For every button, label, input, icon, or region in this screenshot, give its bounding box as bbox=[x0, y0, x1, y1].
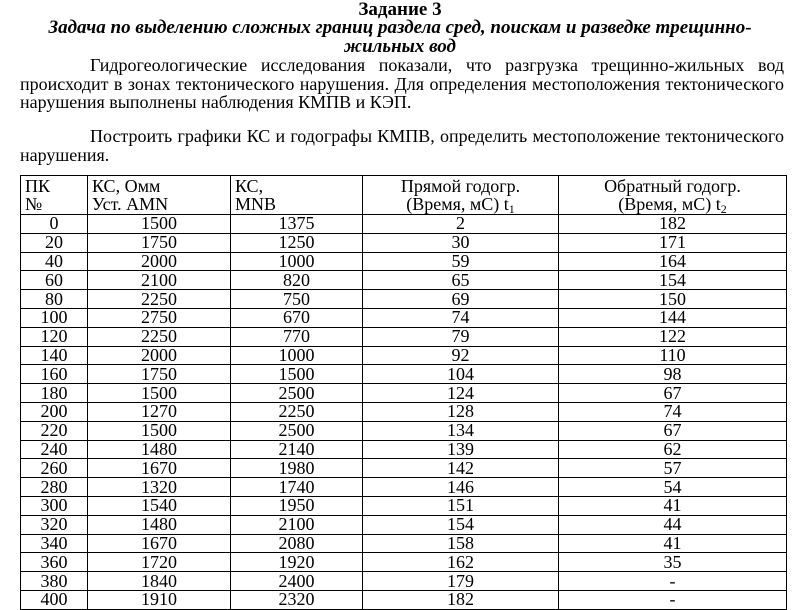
cell-ks-mnb: 1740 bbox=[231, 478, 363, 497]
cell-ks-mnb: 770 bbox=[231, 327, 363, 346]
cell-ks-mnb: 820 bbox=[231, 271, 363, 290]
cell-reverse-time: 164 bbox=[559, 252, 787, 271]
cell-pk: 180 bbox=[21, 384, 88, 403]
cell-pk: 0 bbox=[21, 215, 88, 234]
cell-ks-mnb: 750 bbox=[231, 290, 363, 309]
cell-reverse-time: 144 bbox=[559, 308, 787, 327]
cell-reverse-time: 35 bbox=[559, 553, 787, 572]
cell-reverse-time: 171 bbox=[559, 233, 787, 252]
cell-pk: 300 bbox=[21, 496, 88, 515]
header-direct-line2 bbox=[367, 195, 554, 213]
cell-pk: 220 bbox=[21, 421, 88, 440]
cell-ks-amn: 2000 bbox=[88, 252, 231, 271]
cell-ks-amn: 2000 bbox=[88, 346, 231, 365]
cell-pk: 380 bbox=[21, 572, 88, 591]
table-row bbox=[21, 346, 787, 365]
cell-ks-amn: 1910 bbox=[88, 590, 231, 609]
cell-ks-mnb: 1980 bbox=[231, 459, 363, 478]
table-header bbox=[21, 176, 787, 215]
cell-reverse-time: 62 bbox=[559, 440, 787, 459]
cell-direct-time: 179 bbox=[363, 572, 559, 591]
cell-ks-amn: 2250 bbox=[88, 290, 231, 309]
cell-reverse-time: 110 bbox=[559, 346, 787, 365]
cell-ks-mnb: 1920 bbox=[231, 553, 363, 572]
cell-ks-mnb: 1500 bbox=[231, 365, 363, 384]
header-reverse-sub: 2 bbox=[720, 202, 727, 215]
table-row bbox=[21, 233, 787, 252]
table-row bbox=[21, 534, 787, 553]
table-row bbox=[21, 215, 787, 234]
cell-direct-time: 128 bbox=[363, 402, 559, 421]
table-row bbox=[21, 440, 787, 459]
cell-ks-mnb: 2140 bbox=[231, 440, 363, 459]
cell-reverse-time: 150 bbox=[559, 290, 787, 309]
cell-reverse-time: 67 bbox=[559, 421, 787, 440]
header-ks-amn-line2: Уст. AMN bbox=[92, 194, 169, 214]
header-ks-mnb bbox=[231, 176, 363, 215]
cell-ks-mnb: 2250 bbox=[231, 402, 363, 421]
table-row bbox=[21, 290, 787, 309]
cell-direct-time: 158 bbox=[363, 534, 559, 553]
cell-direct-time: 151 bbox=[363, 496, 559, 515]
table-row bbox=[21, 308, 787, 327]
task-title: Задание 3 bbox=[358, 0, 442, 20]
cell-pk: 360 bbox=[21, 553, 88, 572]
header-pk-line1: ПК bbox=[25, 176, 51, 196]
header-ks-amn bbox=[88, 176, 231, 215]
cell-pk: 100 bbox=[21, 308, 88, 327]
header-pk bbox=[21, 176, 88, 215]
cell-ks-mnb: 2320 bbox=[231, 590, 363, 609]
cell-ks-mnb: 2080 bbox=[231, 534, 363, 553]
cell-ks-amn: 1540 bbox=[88, 496, 231, 515]
cell-ks-amn: 1500 bbox=[88, 384, 231, 403]
cell-reverse-time: 67 bbox=[559, 384, 787, 403]
cell-ks-amn: 1500 bbox=[88, 215, 231, 234]
cell-reverse-time: 154 bbox=[559, 271, 787, 290]
cell-pk: 40 bbox=[21, 252, 88, 271]
cell-ks-amn: 1480 bbox=[88, 515, 231, 534]
cell-pk: 140 bbox=[21, 346, 88, 365]
table-row bbox=[21, 496, 787, 515]
cell-ks-amn: 1270 bbox=[88, 402, 231, 421]
cell-ks-amn: 1670 bbox=[88, 459, 231, 478]
cell-direct-time: 124 bbox=[363, 384, 559, 403]
header-ks-mnb-line1: КС, bbox=[235, 176, 264, 196]
cell-direct-time: 104 bbox=[363, 365, 559, 384]
header-reverse-line2-text: (Время, мС) t bbox=[618, 194, 721, 214]
cell-direct-time: 69 bbox=[363, 290, 559, 309]
table-body bbox=[21, 215, 787, 610]
cell-reverse-time: 74 bbox=[559, 402, 787, 421]
cell-ks-mnb: 2100 bbox=[231, 515, 363, 534]
table-row bbox=[21, 327, 787, 346]
header-row bbox=[21, 176, 787, 215]
cell-reverse-time: 54 bbox=[559, 478, 787, 497]
cell-ks-amn: 1750 bbox=[88, 365, 231, 384]
cell-reverse-time: 57 bbox=[559, 459, 787, 478]
cell-direct-time: 139 bbox=[363, 440, 559, 459]
cell-ks-mnb: 1000 bbox=[231, 252, 363, 271]
table-row bbox=[21, 384, 787, 403]
header-reverse-line1: Обратный годогр. bbox=[604, 176, 741, 196]
cell-ks-mnb: 1950 bbox=[231, 496, 363, 515]
cell-pk: 240 bbox=[21, 440, 88, 459]
cell-pk: 160 bbox=[21, 365, 88, 384]
cell-pk: 120 bbox=[21, 327, 88, 346]
cell-reverse-time: 41 bbox=[559, 534, 787, 553]
cell-ks-amn: 1670 bbox=[88, 534, 231, 553]
header-ks-mnb-line2: MNB bbox=[235, 194, 277, 214]
intro-paragraph: Гидрогеологические исследования показали, что разгрузка трещинно-жильных вод происходит в зонах тектонического нарушения. Для определения местоположения тектонического нарушения выполнены наблюдения КМПВ и КЭП. bbox=[20, 55, 784, 112]
cell-reverse-time: 182 bbox=[559, 215, 787, 234]
cell-ks-amn: 1750 bbox=[88, 233, 231, 252]
cell-ks-amn: 2250 bbox=[88, 327, 231, 346]
header-pk-line2: № bbox=[25, 194, 43, 214]
header-reverse-line2 bbox=[563, 195, 782, 213]
cell-ks-amn: 1500 bbox=[88, 421, 231, 440]
cell-direct-time: 146 bbox=[363, 478, 559, 497]
table-row bbox=[21, 553, 787, 572]
cell-pk: 340 bbox=[21, 534, 88, 553]
cell-direct-time: 2 bbox=[363, 215, 559, 234]
header-direct-line2-text: (Время, мС) t bbox=[406, 194, 509, 214]
cell-direct-time: 74 bbox=[363, 308, 559, 327]
cell-ks-mnb: 670 bbox=[231, 308, 363, 327]
header-direct-sub: 1 bbox=[508, 202, 515, 215]
cell-direct-time: 142 bbox=[363, 459, 559, 478]
header-direct-line1: Прямой годогр. bbox=[400, 176, 521, 196]
cell-direct-time: 59 bbox=[363, 252, 559, 271]
cell-ks-amn: 2100 bbox=[88, 271, 231, 290]
cell-direct-time: 162 bbox=[363, 553, 559, 572]
cell-ks-mnb: 1000 bbox=[231, 346, 363, 365]
assignment-paragraph: Построить графики КС и годографы КМПВ, определить местоположение тектонического нарушения. bbox=[20, 126, 784, 165]
cell-ks-amn: 1720 bbox=[88, 553, 231, 572]
header-reverse-hodograph bbox=[559, 176, 787, 215]
table-row bbox=[21, 421, 787, 440]
cell-ks-amn: 1480 bbox=[88, 440, 231, 459]
cell-direct-time: 182 bbox=[363, 590, 559, 609]
observations-table bbox=[20, 175, 787, 610]
table-row bbox=[21, 402, 787, 421]
cell-ks-mnb: 1250 bbox=[231, 233, 363, 252]
cell-direct-time: 134 bbox=[363, 421, 559, 440]
cell-reverse-time: 41 bbox=[559, 496, 787, 515]
table-row bbox=[21, 365, 787, 384]
cell-direct-time: 92 bbox=[363, 346, 559, 365]
table-row bbox=[21, 572, 787, 591]
table-row bbox=[21, 478, 787, 497]
cell-pk: 200 bbox=[21, 402, 88, 421]
cell-reverse-time: - bbox=[559, 572, 787, 591]
cell-pk: 320 bbox=[21, 515, 88, 534]
cell-pk: 80 bbox=[21, 290, 88, 309]
cell-direct-time: 79 bbox=[363, 327, 559, 346]
header-direct-hodograph bbox=[363, 176, 559, 215]
cell-pk: 260 bbox=[21, 459, 88, 478]
cell-ks-mnb: 2500 bbox=[231, 384, 363, 403]
cell-pk: 280 bbox=[21, 478, 88, 497]
cell-direct-time: 154 bbox=[363, 515, 559, 534]
cell-pk: 60 bbox=[21, 271, 88, 290]
cell-pk: 20 bbox=[21, 233, 88, 252]
cell-ks-amn: 1840 bbox=[88, 572, 231, 591]
cell-ks-mnb: 2500 bbox=[231, 421, 363, 440]
cell-reverse-time: 44 bbox=[559, 515, 787, 534]
table-row bbox=[21, 271, 787, 290]
cell-pk: 400 bbox=[21, 590, 88, 609]
table-row bbox=[21, 252, 787, 271]
cell-ks-mnb: 2400 bbox=[231, 572, 363, 591]
task-subtitle: Задача по выделению сложных границ раздела сред, поискам и разведке трещинно-жильных вод bbox=[48, 17, 752, 57]
table-row bbox=[21, 515, 787, 534]
cell-reverse-time: 122 bbox=[559, 327, 787, 346]
cell-direct-time: 30 bbox=[363, 233, 559, 252]
header-ks-amn-line1: КС, Омм bbox=[92, 176, 161, 196]
cell-ks-amn: 1320 bbox=[88, 478, 231, 497]
cell-ks-mnb: 1375 bbox=[231, 215, 363, 234]
cell-direct-time: 65 bbox=[363, 271, 559, 290]
cell-ks-amn: 2750 bbox=[88, 308, 231, 327]
cell-reverse-time: - bbox=[559, 590, 787, 609]
table-row bbox=[21, 459, 787, 478]
cell-reverse-time: 98 bbox=[559, 365, 787, 384]
